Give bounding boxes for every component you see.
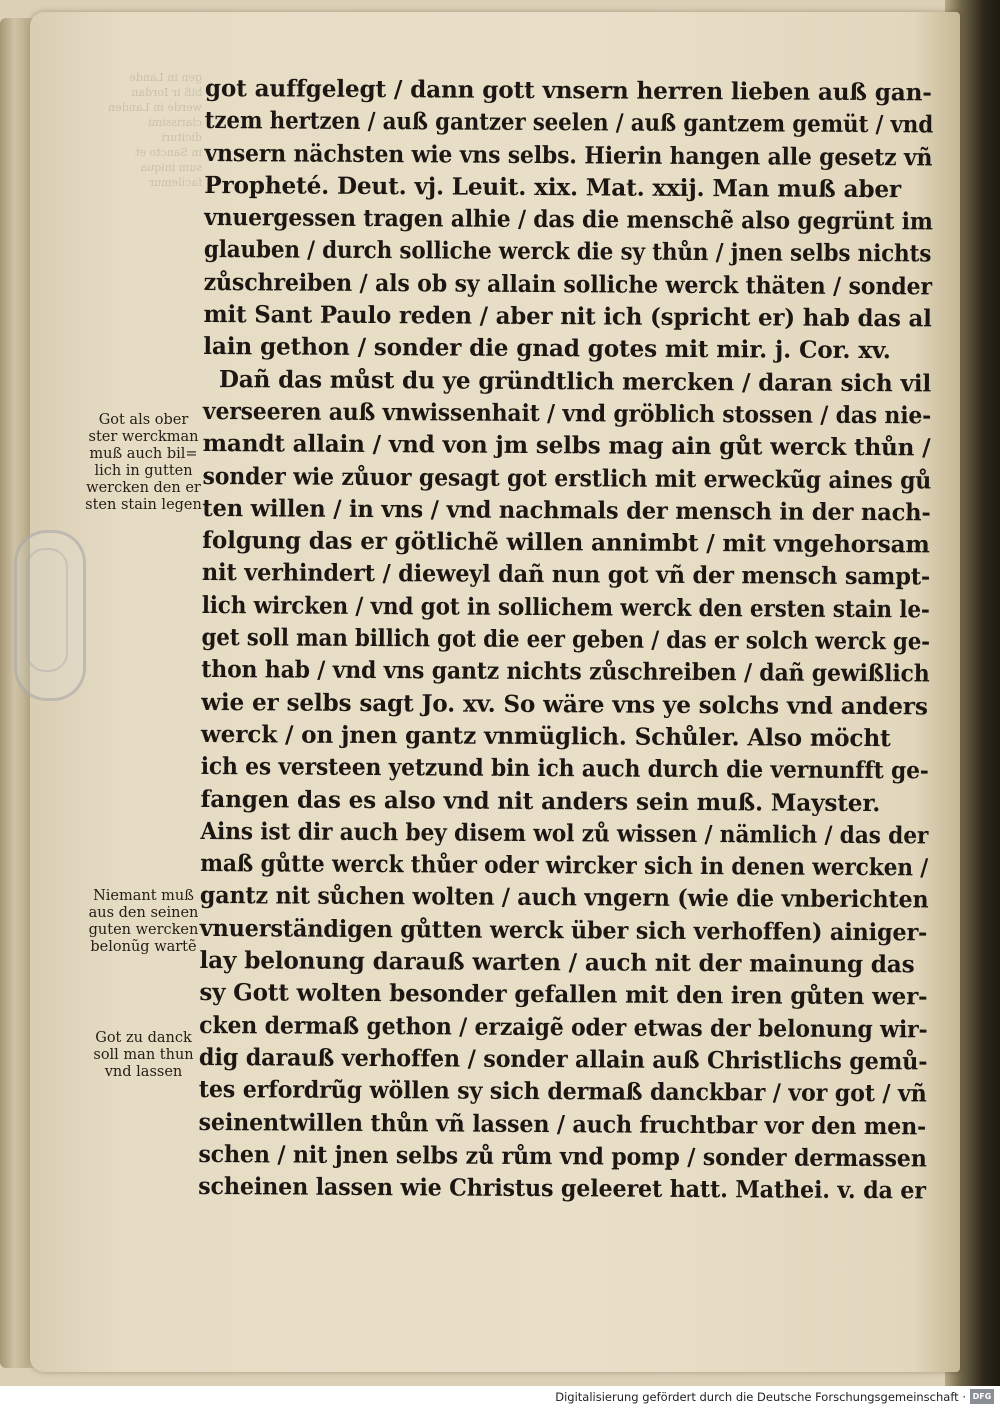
- text-line: maß gůtte werck thůer oder wircker sich in denen wercken /: [200, 849, 929, 882]
- text-line: vnsern nächsten wie vns selbs. Hierin hangen alle gesetz vñ: [204, 138, 933, 172]
- text-line: lain gethon / sonder die gnad gotes mit mir. j. Cor. xv.: [203, 332, 891, 365]
- bleed-through-text: gen in Lande biß ir Iordan werde in Landen clarissimi dicituri in Sancto et sum iniqua facilemur: [108, 71, 202, 189]
- main-text-block: [198, 72, 945, 1207]
- text-line: got auffgelegt / dann gott vnsern herren lieben auß gan-: [204, 73, 932, 107]
- text-line: lich wircken / vnd got in sollichem werck den ersten stain le-: [201, 590, 930, 624]
- text-line: mandt allain / vnd von jm selbs mag ain gůt werck thůn /: [202, 429, 931, 462]
- text-line: thon hab / vnd vns gantz nichts zůschreiben / dañ gewißlich: [201, 655, 930, 688]
- text-line: vnuergessen tragen alhie / das die menschẽ also gegrünt im: [204, 203, 933, 236]
- text-line: folgung das er götlichẽ willen annimbt / mit vngehorsam: [202, 526, 930, 559]
- dfg-logo-icon: DFG: [970, 1389, 994, 1404]
- margin-note-line: belonũg wartẽ: [90, 939, 197, 955]
- text-line: lay belonung darauß warten / auch nit der mainung das: [199, 945, 915, 979]
- text-line: Propheté. Deut. vj. Leuit. xix. Mat. xxij. Man muß aber: [204, 170, 902, 204]
- text-line: nit verhindert / dieweyl dañ nun got vñ der mensch sampt-: [201, 558, 931, 591]
- margin-note-line: soll man thun: [93, 1047, 194, 1063]
- text-line: mit Sant Paulo reden / aber nit ich (spricht er) hab das al: [203, 300, 932, 333]
- margin-note-line: wercken den er: [86, 480, 201, 496]
- margin-note-line: Got zu danck: [95, 1030, 192, 1046]
- text-line: sy Gott wolten besonder gefallen mit den iren gůten wer-: [199, 978, 928, 1011]
- margin-note-line: ster werckman: [88, 429, 199, 445]
- margin-note-line: Got als ober: [98, 412, 189, 428]
- text-line: tzem hertzen / auß gantzer seelen / auß gantzem gemüt / vnd: [204, 106, 934, 139]
- text-line: wie er selbs sagt Jo. xv. So wäre vns ye solchs vnd anders: [201, 687, 928, 721]
- text-line: tes erfordrũg wöllen sy sich dermaß danckbar / vor got / vñ: [198, 1075, 927, 1108]
- text-line: get soll man billich got die eer geben / das er solch werck ge-: [201, 623, 931, 656]
- text-line: sonder wie zůuor gesagt got erstlich mit erweckũg aines gů: [202, 461, 932, 495]
- margin-note-line: vnd lassen: [104, 1064, 183, 1080]
- paperclip-inner-loop: [26, 548, 68, 672]
- text-line: zůschreiben / als ob sy allain solliche werck thäten / sonder: [203, 267, 932, 301]
- margin-note-line: Niemant muß: [93, 888, 194, 904]
- text-line: ten willen / in vns / vnd nachmals der mensch in der nach-: [202, 493, 931, 527]
- text-line: scheinen lassen wie Christus geleeret hatt. Mathei. v. da er: [198, 1172, 926, 1205]
- text-line: werck / on jnen gantz vnmüglich. Schůler. Also möcht: [200, 719, 891, 753]
- margin-note-3: [76, 1030, 211, 1081]
- text-line: glauben / durch solliche werck die sy thůn / jnen selbs nichts: [203, 235, 932, 268]
- margin-note-line: muß auch bil=: [89, 446, 198, 462]
- margin-note-line: lich in gutten: [94, 463, 193, 479]
- margin-note-2: [76, 888, 211, 956]
- text-line: schen / nit jnen selbs zů rům vnd pomp / sonder dermassen: [198, 1139, 927, 1173]
- text-line: vnuerständigen gůtten werck über sich verhoffen) ainiger-: [199, 913, 928, 947]
- text-line: ich es versteen yetzund bin ich auch durch die vernunfft ge-: [200, 752, 929, 785]
- text-line: verseeren auß vnwissenhait / vnd gröblich stossen / das nie-: [202, 396, 932, 430]
- text-line: Dañ das můst du ye gründtlich mercken / daran sich vil: [218, 364, 932, 398]
- margin-note-line: aus den seinen: [88, 905, 199, 921]
- text-line: Ains ist dir auch bey disem wol zů wissen / nämlich / das der: [200, 816, 929, 850]
- text-line: dig darauß verhoffen / sonder allain auß Christlichs gemů-: [198, 1042, 928, 1076]
- footer-bar: [0, 1386, 1000, 1408]
- footer-credit: Digitalisierung gefördert durch die Deutsche Forschungsgemeinschaft ·: [555, 1390, 966, 1404]
- text-line: gantz nit sůchen wolten / auch vngern (wie die vnberichten: [199, 881, 929, 914]
- text-line: fangen das es also vnd nit anders sein muß. Mayster.: [200, 784, 881, 817]
- margin-note-line: sten stain legen: [85, 497, 202, 513]
- text-line: cken dermaß gethon / erzaigẽ oder etwas der belonung wir-: [199, 1010, 928, 1044]
- margin-note-1: [76, 412, 211, 514]
- text-line: seinentwillen thůn vñ lassen / auch fruchtbar vor den men-: [198, 1107, 927, 1140]
- margin-note-line: guten wercken: [88, 922, 199, 938]
